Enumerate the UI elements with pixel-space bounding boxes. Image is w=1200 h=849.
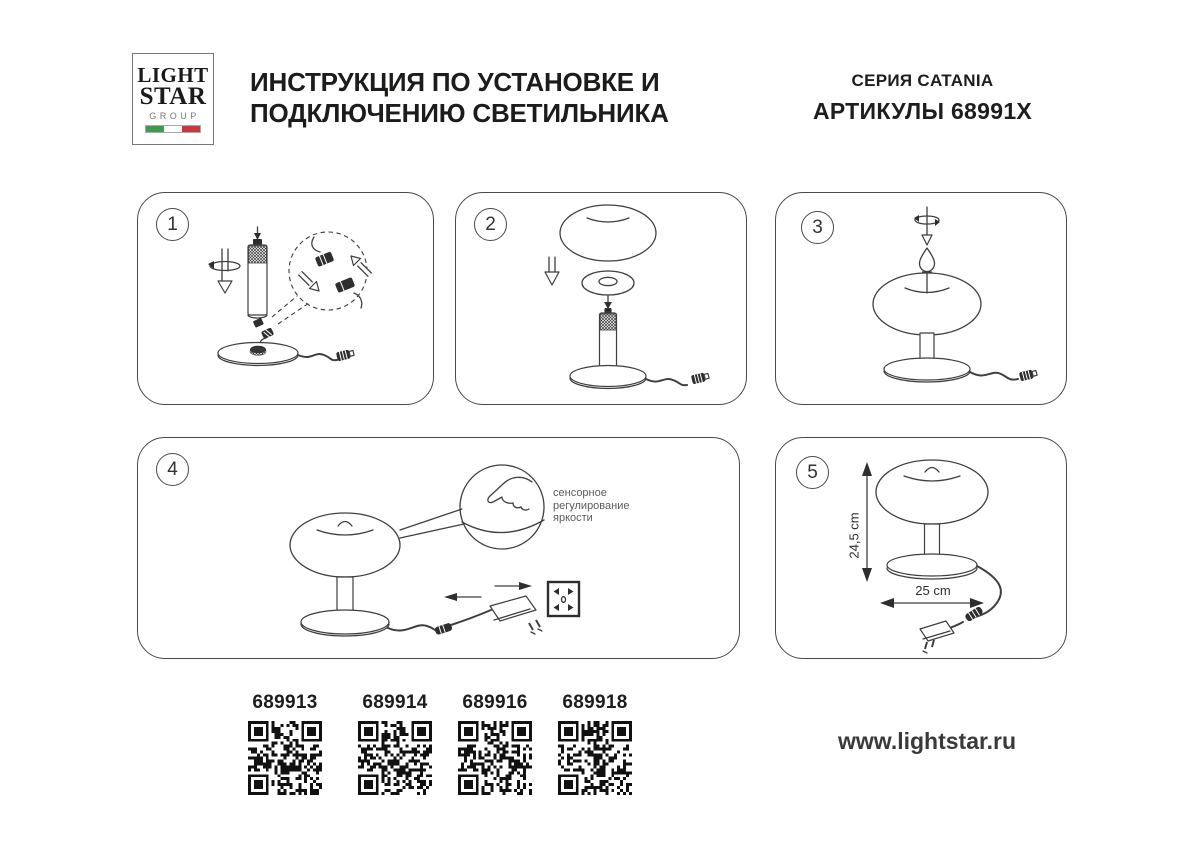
cord-connector: [964, 606, 984, 622]
article-qr-block: [456, 692, 534, 800]
series-label: СЕРИЯ CATANIA: [851, 71, 994, 90]
plug-arrow-icon: [495, 582, 532, 590]
insert-arrow-icon: [351, 256, 370, 275]
qr-code: [558, 721, 632, 795]
magnifier-detail: [400, 465, 544, 549]
socket-icon: [548, 582, 579, 616]
width-dimension-arrow: [880, 598, 984, 608]
title-line-1: ИНСТРУКЦИЯ ПО УСТАНОВКЕ И: [250, 67, 660, 97]
washer-disc: [582, 271, 634, 295]
power-cord: [388, 610, 491, 635]
width-dimension-label: 25 cm: [915, 583, 951, 598]
logo-text: STAR: [139, 83, 207, 110]
website-url: www.lightstar.ru: [838, 728, 1017, 754]
height-dimension-arrow: [862, 462, 872, 582]
step-number-badge: 5: [796, 456, 829, 489]
plug-icon: [1019, 369, 1038, 382]
connector-female: [315, 251, 335, 267]
lampshade: [560, 205, 656, 261]
lightstar-logo: [132, 53, 214, 145]
power-cord: [298, 349, 355, 362]
article-code: 689913: [252, 692, 318, 713]
article-qr-block: [556, 692, 634, 800]
article-code: 689918: [562, 692, 628, 713]
touch-control-note: [553, 487, 629, 525]
step-2-illustration: [456, 193, 748, 406]
note-line: сенсорное: [553, 487, 607, 499]
down-arrow-icon: [545, 257, 559, 285]
step-1-illustration: [138, 193, 435, 406]
bulb: [920, 248, 935, 293]
plug-icon: [691, 372, 710, 385]
lamp-base: [884, 358, 970, 382]
power-adapter-icon: [920, 621, 954, 653]
article-qr-block: [246, 692, 324, 800]
logo-text: GROUP: [149, 111, 200, 121]
table-lamp: [876, 460, 988, 579]
lamp-base: [218, 343, 298, 366]
article-code: 689914: [362, 692, 428, 713]
rotate-arrow-icon: [208, 249, 240, 293]
height-dimension-label: 24,5 cm: [846, 512, 862, 559]
step-number-badge: 1: [156, 208, 189, 241]
qr-code: [358, 721, 432, 795]
unplug-arrow-icon: [444, 593, 481, 601]
cord-connector: [434, 622, 453, 635]
note-line: яркости: [553, 512, 593, 524]
lamp-pole: [600, 296, 617, 372]
power-adapter-icon: [490, 596, 542, 634]
plug-icon: [336, 349, 355, 362]
magnifier-detail: [272, 232, 370, 324]
italian-flag-icon: [145, 125, 201, 133]
lamp-base: [570, 366, 646, 389]
article-qr-block: [356, 692, 434, 800]
step-number-badge: 4: [156, 453, 189, 486]
step-4-illustration: [138, 438, 741, 660]
step-4-panel: [137, 437, 740, 659]
table-lamp: [290, 513, 400, 636]
step-3-illustration: [776, 193, 1068, 406]
insert-arrow-icon: [300, 273, 319, 291]
qr-code: [248, 721, 322, 795]
power-cord: [646, 372, 710, 386]
power-cord: [970, 369, 1038, 382]
step-1-panel: [137, 192, 434, 405]
touch-hand-icon: [462, 477, 544, 532]
step-number-badge: 2: [474, 208, 507, 241]
lamp-pole: [248, 227, 267, 318]
qr-code: [458, 721, 532, 795]
title-line-2: ПОДКЛЮЧЕНИЮ СВЕТИЛЬНИКА: [250, 98, 669, 128]
connector-male: [335, 277, 355, 293]
power-cord: [944, 566, 1001, 630]
step-3-panel: [775, 192, 1067, 405]
series-block: [770, 71, 1075, 125]
step-number-badge: 3: [801, 211, 834, 244]
step-5-panel: [775, 437, 1067, 659]
logo-text: LIGHT: [137, 63, 209, 87]
step-2-panel: [455, 192, 747, 405]
lamp-pole: [920, 333, 934, 361]
articles-label: АРТИКУЛЫ 68991X: [812, 98, 1033, 124]
step-5-illustration: [776, 438, 1068, 660]
note-line: регулирование: [553, 499, 630, 512]
page-title: [250, 67, 669, 129]
screw-arrow-icon: [914, 207, 940, 245]
article-code: 689916: [462, 692, 528, 713]
